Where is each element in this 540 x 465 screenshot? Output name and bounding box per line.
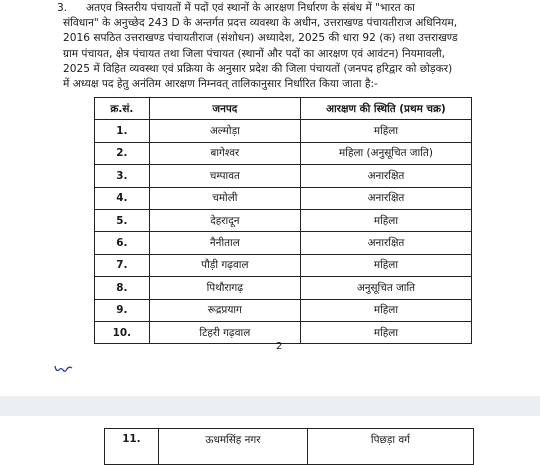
cell-district: देहरादून	[149, 209, 300, 231]
cell-serial: 3.	[95, 165, 150, 187]
cell-serial: 1.	[95, 120, 150, 142]
cell-district: अल्मोड़ा	[149, 120, 300, 142]
cell-status: महिला	[300, 209, 471, 231]
table-row	[95, 277, 472, 299]
reservation-table	[94, 97, 472, 344]
cell-status: अनारक्षित	[300, 165, 471, 187]
cell-status: महिला	[300, 299, 471, 321]
cell-district: टिहरी गढ़वाल	[149, 321, 300, 343]
cell-district: ऊधमसिंह नगर	[158, 429, 307, 465]
cell-district: रूद्रप्रयाग	[149, 299, 300, 321]
paragraph-line: 2025 में विहित व्यवस्था एवं प्रक्रिया के अनुसार प्रदेश की जिला पंचायतों (जनपद हरिद्वार को छोड़कर)	[63, 62, 453, 75]
table-row	[105, 429, 474, 465]
page-break-divider	[0, 396, 540, 416]
table-row	[95, 165, 472, 187]
header-reservation-status: आरक्षण की स्थिति (प्रथम चक्र)	[300, 98, 471, 120]
cell-serial: 11.	[105, 429, 159, 465]
header-serial: क्र.सं.	[95, 98, 150, 120]
cell-status: महिला	[300, 120, 471, 142]
page-number: 2	[276, 341, 283, 352]
cell-serial: 6.	[95, 232, 150, 254]
cell-status: अनुसूचित जाति	[300, 277, 471, 299]
paragraph-line: ग्राम पंचायत, क्षेत्र पंचायत तथा जिला पंचायत (स्थानों और पदों का आरक्षण एवं आवंटन) नियमावली,	[63, 47, 445, 60]
table-header-row	[95, 98, 472, 120]
next-page-table	[104, 428, 474, 465]
table-row	[95, 187, 472, 209]
table-row	[95, 321, 472, 343]
cell-district: पिथौरागढ़	[149, 277, 300, 299]
intro-paragraph	[57, 1, 531, 92]
cell-serial: 9.	[95, 299, 150, 321]
cell-status: अनारक्षित	[300, 187, 471, 209]
cell-serial: 4.	[95, 187, 150, 209]
cell-serial: 5.	[95, 209, 150, 231]
paragraph-line: 2016 सपठित उत्तराखण्ड पंचायतीराज (संशोधन) अध्यादेश, 2025 की धारा 92 (क) तथा उत्तराखण्ड	[63, 32, 458, 45]
cell-district: चमोली	[149, 187, 300, 209]
pen-scribble-mark	[53, 362, 75, 376]
table-row	[95, 120, 472, 142]
table-row	[95, 299, 472, 321]
cell-district: चम्पावत	[149, 165, 300, 187]
cell-serial: 2.	[95, 142, 150, 164]
cell-district: पौड़ी गढ़वाल	[149, 254, 300, 276]
cell-status: अनारक्षित	[300, 232, 471, 254]
table-row	[95, 209, 472, 231]
cell-status: पिछड़ा वर्ग	[307, 429, 473, 465]
paragraph-number: 3.	[57, 2, 68, 14]
cell-status: महिला	[300, 321, 471, 343]
paragraph-line: में अध्यक्ष पद हेतु अनंतिम आरक्षण निम्नवत् तालिकानुसार निर्धारित किया जाता है:-	[63, 78, 378, 91]
cell-status: महिला	[300, 254, 471, 276]
table-row	[95, 142, 472, 164]
paragraph-line: संविधान" के अनुच्छेद 243 D के अन्तर्गत प्रदत्त व्यवस्था के अधीन, उत्तराखण्ड पंचायतीराज अधिनियम,	[63, 17, 458, 30]
cell-serial: 8.	[95, 277, 150, 299]
cell-serial: 10.	[95, 321, 150, 343]
paragraph-line: अतएव त्रिस्तरीय पंचायतों में पदों एवं स्थानों के आरक्षण निर्धारण के संबंध में "भारत का	[86, 2, 415, 14]
header-district: जनपद	[149, 98, 300, 120]
cell-district: नैनीताल	[149, 232, 300, 254]
cell-serial: 7.	[95, 254, 150, 276]
cell-status: महिला (अनुसूचित जाति)	[300, 142, 471, 164]
cell-district: बागेश्वर	[149, 142, 300, 164]
table-row	[95, 254, 472, 276]
table-row	[95, 232, 472, 254]
